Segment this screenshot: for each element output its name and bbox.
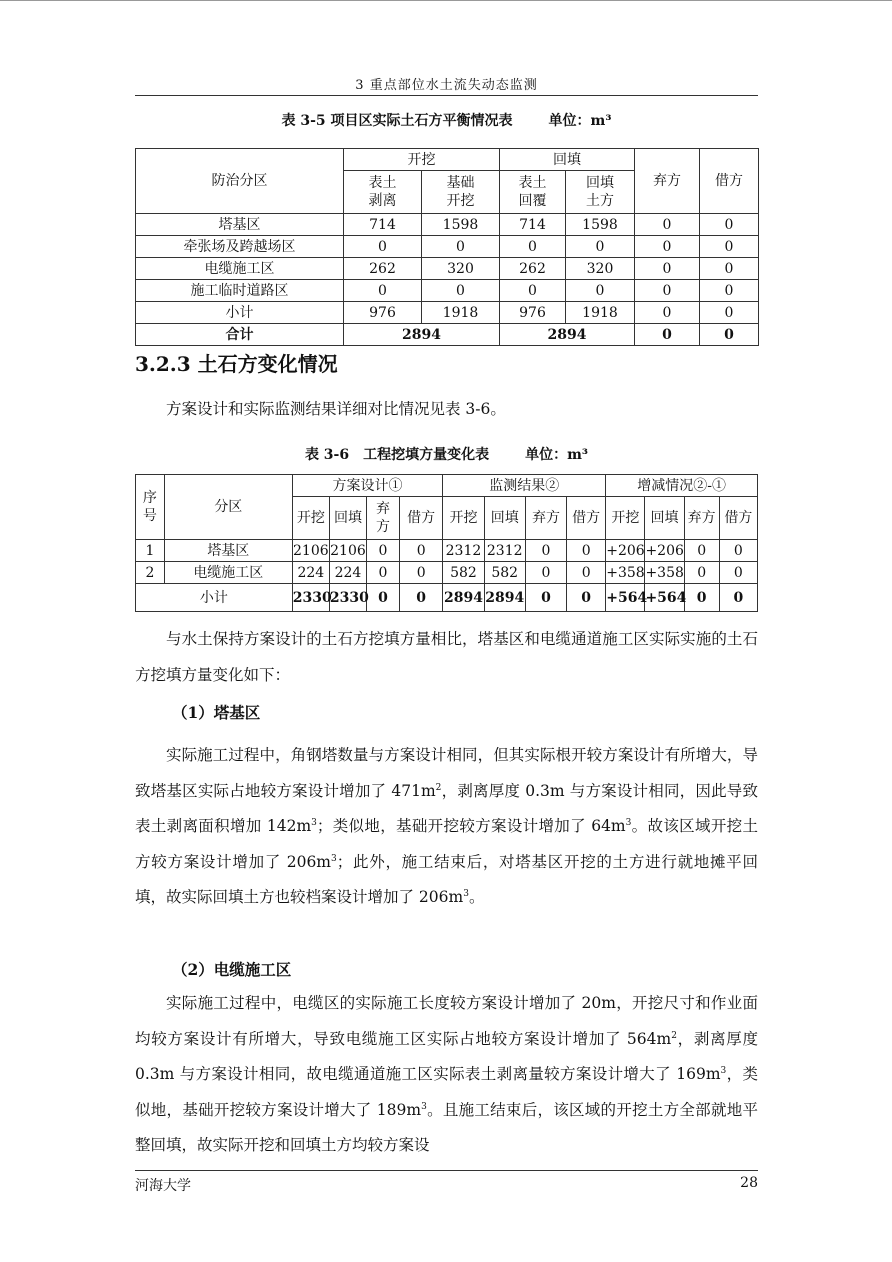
table-3-5	[135, 148, 759, 346]
running-header: 3 重点部位水土流失动态监测	[355, 78, 538, 93]
paragraph-comparison: 与水土保持方案设计的土石方挖填方量相比，塔基区和电缆通道施工区实际实施的土石方挖填方量变化如下：	[135, 630, 758, 684]
th-borrow: 借方	[700, 149, 759, 214]
footer-rule	[135, 1170, 758, 1171]
table-row: 2 电缆施工区 224 224 0 0 582 582 0 0 +358 +358 0 0	[136, 562, 758, 584]
table-total-row: 合计 2894 2894 0 0	[136, 324, 759, 346]
paragraph-tower-base: 实际施工过程中，角钢塔数量与方案设计相同，但其实际根开较方案设计有所增大，导致塔基区实际占地较方案设计增加了 $471m^2$，剥离厚度 0.3m 与方案设计相同，因此导致表土剥离面积增加 $142m^3$；类似地，基础开挖较方案设计增加了 $64m^3$。故该区域开挖土方较方案设计增加了 $206m^3$；此外，施工结束后，对塔基区开挖的土方进行就地摊平回填，故实际回填土方也较档案设计增加了 $206m^3$。	[135, 746, 758, 906]
th-change: 增减情况②-①	[606, 475, 758, 497]
th-backfill-earth: 回填土方	[566, 171, 635, 214]
section-heading: 3.2.3 土石方变化情况	[135, 352, 338, 376]
th-topsoil-cover: 表土回覆	[500, 171, 566, 214]
header-rule	[135, 95, 758, 96]
section-intro: 方案设计和实际监测结果详细对比情况见表 3-6。	[166, 400, 506, 418]
page-number: 28	[740, 1175, 758, 1191]
table-row: 电缆施工区 262 320 262 320 0 0	[136, 258, 759, 280]
th-abandon: 弃方	[635, 149, 700, 214]
table2-unit: 单位：m³	[525, 447, 589, 463]
subheading-tower-base: （1）塔基区	[172, 703, 261, 722]
table-3-6: 序号 分区 方案设计① 监测结果② 增减情况②-① 开挖 回填 弃方 借方 开挖 回填 弃方 借方 开挖 回填 弃方 借方 1 塔基区 2106 2106 0 0 2312 2312 0 0 +206 +206 0 0 2 电缆施工区 224 224 0 0 582 582 0 0 +358 +358 0 0 小计 2330 2330 0 0 2894 2894 0 0 +564 +564 0 0	[135, 474, 758, 612]
table1-caption	[135, 110, 758, 130]
th-plan: 方案设计①	[292, 475, 443, 497]
th-zone-2: 分区	[164, 475, 292, 540]
th-seq: 序号	[136, 475, 165, 540]
th-excavation: 开挖	[344, 149, 500, 171]
table2-caption	[135, 444, 758, 464]
th-monitor: 监测结果②	[443, 475, 606, 497]
table-row: 小计 976 1918 976 1918 0 0	[136, 302, 759, 324]
table-row: 1 塔基区 2106 2106 0 0 2312 2312 0 0 +206 +206 0 0	[136, 540, 758, 562]
table1-unit: 单位：m³	[548, 113, 612, 129]
paragraph-cable-area: 实际施工过程中，电缆区的实际施工长度较方案设计增加了 20m，开挖尺寸和作业面均较方案设计有所增大，导致电缆施工区实际占地较方案设计增加了 $564m^2$，剥离厚度 0.3m 与方案设计相同，故电缆通道施工区实际表土剥离量较方案设计增大了 $169m^3$，类似地，基础开挖较方案设计增大了 $189m^3$。且施工结束后，该区域的开挖土方全部就地平整回填，故实际开挖和回填土方均较方案设	[135, 994, 758, 1154]
table-row: 牵张场及跨越场区 0 0 0 0 0 0	[136, 236, 759, 258]
footer-institution: 河海大学	[135, 1178, 191, 1194]
page-top-border	[0, 0, 892, 1]
table-row: 塔基区 714 1598 714 1598 0 0	[136, 214, 759, 236]
th-fill: 回填	[500, 149, 635, 171]
th-topsoil-strip: 表土剥离	[344, 171, 422, 214]
table-row: 施工临时道路区 0 0 0 0 0 0	[136, 280, 759, 302]
table-subtotal-row: 小计 2330 2330 0 0 2894 2894 0 0 +564 +564 0 0	[136, 584, 758, 612]
th-foundation-excavation: 基础开挖	[422, 171, 500, 214]
table1-title: 表 3-5 项目区实际土石方平衡情况表	[281, 113, 513, 129]
subheading-cable-area: （2）电缆施工区	[172, 960, 292, 979]
table2-title: 表 3-6 工程挖填方量变化表	[304, 447, 490, 463]
th-zone: 防治分区	[136, 149, 344, 214]
